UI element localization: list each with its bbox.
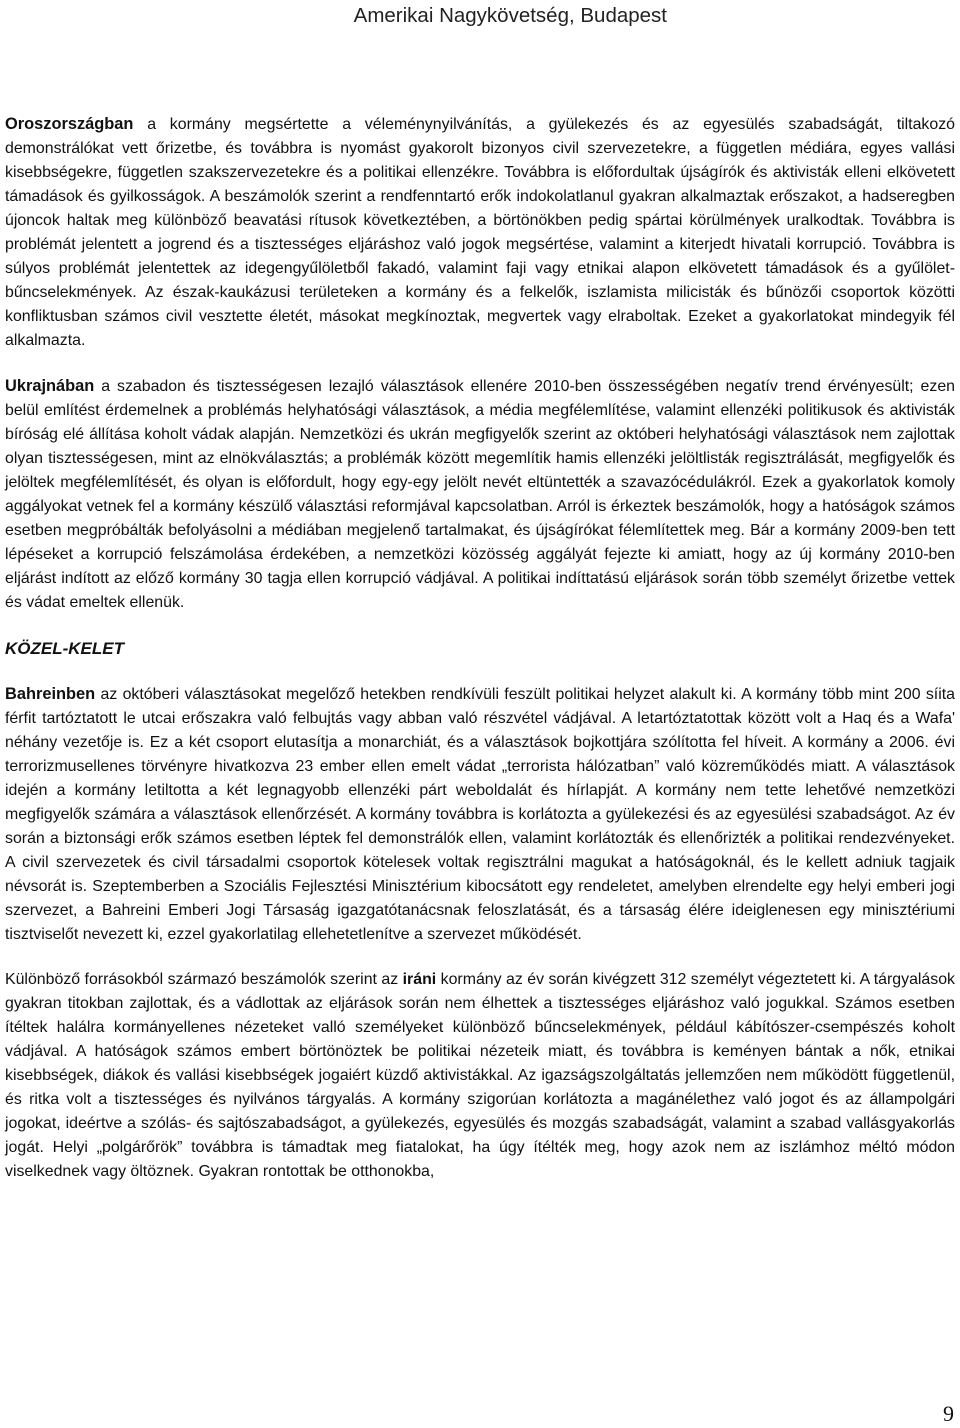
paragraph-russia	[5, 112, 955, 353]
country-inline-iran: iráni	[402, 971, 437, 988]
section-heading-middle-east: KÖZEL-KELET	[5, 639, 124, 658]
paragraph-ukraine	[5, 374, 955, 615]
page-number: 9	[943, 1401, 954, 1426]
paragraph-text-russia: a kormány megsértette a véleménynyilvánítás, a gyülekezés és az egyesülés szabadságát, tiltakozó demonstrálókat vett őrizetbe, és továbbra is nyomást gyakorolt bizonyos civil szervezetekre, a független médiára, egyes vallási kisebbségekre, független szakszervezetekre és a politikai ellenzékre. Továbbra is előfordultak újságírók és aktivisták elleni elkövetett támadások és gyilkosságok. A beszámolók szerint a rendfenntartó erők indokolatlanul gyakran alkalmaztak erőszakot, a hadseregben újoncok haltak meg különböző beavatási rítusok következtében, a börtönökben pedig spártai körülmények uralkodtak. Továbbra is problémát jelentett a jogrend és a tisztességes eljáráshoz való jogok megsértése, valamint a kiterjedt hivatali korrupció. Továbbra is súlyos problémát jelentettek az idegengyűlöletből fakadó, valamint faji vagy etnikai alapon elkövetett támadások és a gyűlölet-bűncselekmények. Az észak-kaukázusi területeken a kormány és a felkelők, iszlamista milicisták és bűnözői csoportok közötti konfliktusban számos civil vesztette életét, másokat megkínoztak, megvertek vagy elraboltak. Ezeket a gyakorlatokat mindegyik fél alkalmazta.	[5, 116, 955, 349]
paragraph-text-ukraine: a szabadon és tisztességesen lezajló választások ellenére 2010-ben összességében negatív trend érvényesült; ezen belül említést érdemelnek a problémás helyhatósági választások, a média megfélemlítése, valamint ellenzéki politikusok és aktivisták bíróság elé állítása koholt vádak alapján. Nemzetközi és ukrán megfigyelők szerint az októberi helyhatósági választások nem zajlottak olyan tisztességesen, mint az elnökválasztás; a problémák között megemlítik hamis ellenzéki jelöltlisták regisztrálását, megfigyelők és jelöltek megfélemlítését, és olyan is előfordult, hogy egy-egy jelölt nevét eltüntették a szavazócédulákról. Ezek a gyakorlatok komoly aggályokat vetnek fel a kormány készülő választási reformjával kapcsolatban. Arról is érkeztek beszámolók, hogy a hatóságok számos esetben megpróbálták befolyásolni a médiában megjelenő tartalmakat, és újságírókat félemlítettek meg. Bár a kormány 2009-ben tett lépéseket a korrupció felszámolása érdekében, a nemzetközi közösség aggályát fejezte ki amiatt, hogy az új kormány 2010-ben eljárást indított az előző kormány 30 tagja ellen korrupció vádjával. A politikai indíttatású eljárások során több személyt őrizetbe vettek és vádat emeltek ellenük.	[5, 378, 955, 611]
country-lead-russia: Oroszországban	[5, 115, 134, 133]
paragraph-iran	[5, 968, 955, 1184]
document-body	[5, 112, 955, 1184]
paragraph-text-iran-rest: kormány az év során kivégzett 312 személyt végeztetett ki. A tárgyalások gyakran titokban zajlottak, és a vádlottak az eljárások során nem élhettek a tisztességes eljáráshoz való jogukkal. Számos esetben ítéltek halálra kormányellenes nézeteket valló személyeket különböző bűncselekmények, például kábítószer-csempészés koholt vádjával. A hatóságok számos embert börtönöztek be politikai nézeteik miatt, és továbbra is keményen bántak a nők, etnikai kisebbségek, diákok és vallási kisebbségek jogaiért küzdő aktivistákkal. Az igazságszolgáltatás jellemzően nem működött függetlenül, és ritka volt a tisztességes és nyilvános tárgyalás. A kormány szigorúan korlátozta a magánélethez való jogot és az állampolgári jogokat, ideértve a szólás- és sajtószabadságot, a gyülekezés, egyesülés és mozgás szabadságát, valamint a szabad vallásgyakorlás jogát. Helyi „polgárőrök” továbbra is támadtak meg fiatalokat, ha úgy ítélték meg, hogy azok nem az iszlámhoz méltó módon viselkednek vagy öltöznek. Gyakran rontottak be otthonokba,	[5, 971, 955, 1180]
paragraph-text-bahrain: az októberi választásokat megelőző hetekben rendkívüli feszült politikai helyzet alakult ki. A kormány több mint 200 síita férfit tartóztatott le utcai erőszakra való felbujtás vagy abban való részvétel vádjával. A letartóztatottak között volt a Haq és a Wafa' néhány vezetője is. Ez a két csoport elutasítja a monarchiát, és a választások bojkottjára szólította fel híveit. A kormány a 2006. évi terrorizmusellenes törvényre hivatkozva 23 ember ellen emelt vádat „terrorista hálózatban” való közreműködés miatt. A választások idején a kormány letiltotta a két legnagyobb ellenzéki párt weboldalát és hírlapját. A kormány nem tette lehetővé nemzetközi megfigyelők számára a választások ellenőrzését. A kormány továbbra is korlátozta a gyülekezési és az egyesülési szabadságot. Az év során a biztonsági erők számos esetben léptek fel demonstrálók ellen, valamint korlátozták és ellenőrizték a politikai rendezvényeket. A civil szervezetek és civil társadalmi csoportok kötelesek voltak regisztrálni magukat a hatóságoknál, és le kellett adniuk tagjaik névsorát is. Szeptemberben a Szociális Fejlesztési Minisztérium kibocsátott egy rendeletet, amelyben elrendelte egy helyi emberi jogi szervezet, a Bahreini Emberi Jogi Társaság igazgatótanácsnak feloszlatását, és a társaság élére ideiglenesen egy minisztériumi tisztviselőt nevezett ki, ezzel gyakorlatilag ellehetetlenítve a szervezet működését.	[5, 686, 955, 943]
country-lead-bahrain: Bahreinben	[5, 685, 96, 703]
country-lead-ukraine: Ukrajnában	[5, 377, 95, 395]
paragraph-bahrain	[5, 682, 955, 947]
paragraph-text-iran-start: Különböző forrásokból származó beszámolók szerint az	[5, 971, 403, 988]
page-header: Amerikai Nagykövetség, Budapest	[353, 4, 667, 27]
